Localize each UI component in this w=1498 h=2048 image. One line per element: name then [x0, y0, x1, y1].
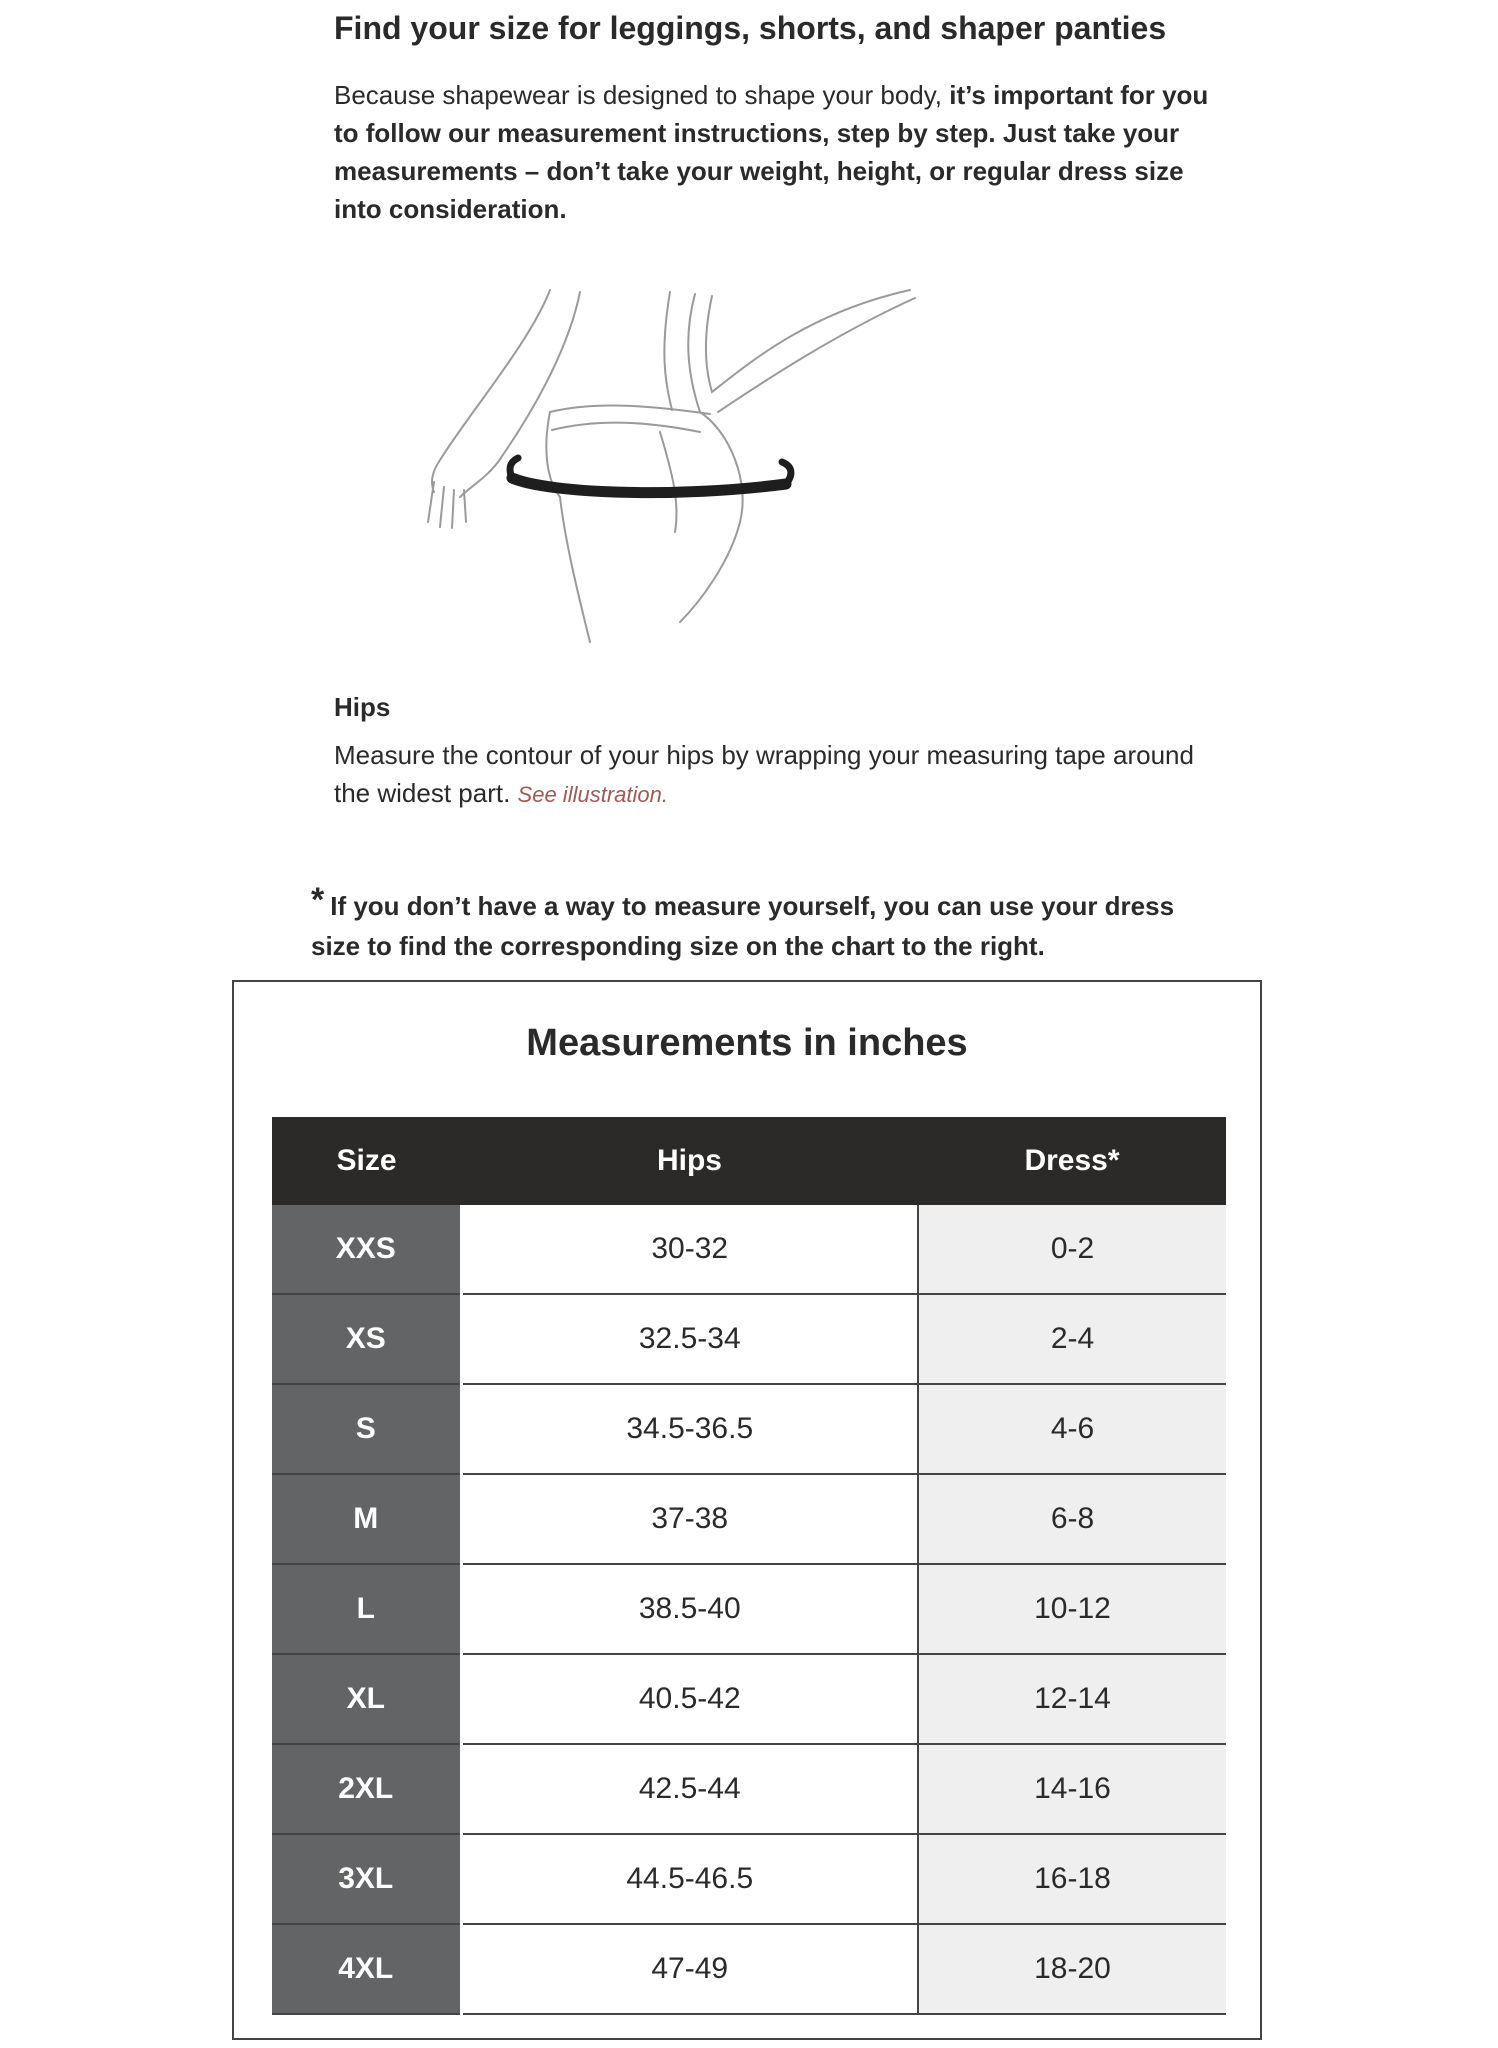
measuring-tape	[512, 478, 786, 493]
buttock-crease	[660, 432, 677, 532]
dress-cell: 18-20	[918, 1924, 1226, 2014]
dress-cell: 12-14	[918, 1654, 1226, 1744]
size-cell: S	[272, 1384, 461, 1474]
torso-line	[664, 292, 672, 410]
header-dress: Dress*	[918, 1117, 1226, 1205]
size-cell: XS	[272, 1294, 461, 1384]
hips-cell: 40.5-42	[461, 1654, 918, 1744]
waistband-line	[550, 406, 710, 414]
right-arm-lower	[718, 298, 915, 412]
table-row	[272, 1474, 1226, 1564]
hips-cell: 37-38	[461, 1474, 918, 1564]
hips-cell: 47-49	[461, 1924, 918, 2014]
dress-cell: 0-2	[918, 1205, 1226, 1294]
size-cell: XL	[272, 1654, 461, 1744]
size-cell: M	[272, 1474, 461, 1564]
size-cell: 3XL	[272, 1834, 461, 1924]
table-row	[272, 1924, 1226, 2014]
dress-size-note	[311, 880, 1211, 966]
left-arm-line	[432, 290, 550, 492]
table-row	[272, 1205, 1226, 1294]
torso-line-2	[688, 294, 700, 412]
hips-title: Hips	[334, 692, 391, 722]
dress-cell: 14-16	[918, 1744, 1226, 1834]
note-text: If you don’t have a way to measure yourself, you can use your dress size to find the corresponding size on the chart to the right.	[311, 891, 1175, 961]
size-chart	[232, 980, 1262, 2040]
hips-cell: 42.5-44	[461, 1744, 918, 1834]
left-arm-line-inner	[460, 292, 580, 497]
header-hips: Hips	[461, 1117, 918, 1205]
leg-line	[560, 497, 590, 642]
see-illustration-link[interactable]: See illustration.	[517, 782, 668, 807]
page-heading: Find your size for leggings, shorts, and shaper panties	[334, 10, 1167, 46]
dress-cell: 2-4	[918, 1294, 1226, 1384]
hips-cell: 30-32	[461, 1205, 918, 1294]
hips-cell: 38.5-40	[461, 1564, 918, 1654]
table-row	[272, 1384, 1226, 1474]
hips-cell: 44.5-46.5	[461, 1834, 918, 1924]
dress-cell: 10-12	[918, 1564, 1226, 1654]
header-size: Size	[272, 1117, 461, 1205]
intro-text: Because shapewear is designed to shape your body,	[334, 80, 950, 110]
hips-measurement-illustration	[410, 282, 930, 652]
chart-title: Measurements in inches	[526, 1022, 968, 1064]
hips-cell: 34.5-36.5	[461, 1384, 918, 1474]
hips-description	[334, 736, 1194, 814]
note-asterisk: *	[311, 881, 325, 919]
dress-cell: 4-6	[918, 1384, 1226, 1474]
hips-cell: 32.5-34	[461, 1294, 918, 1384]
left-hand-fingers	[428, 482, 466, 528]
right-arm-upper	[706, 290, 910, 392]
table-row	[272, 1834, 1226, 1924]
table-row	[272, 1654, 1226, 1744]
waistband-line-2	[552, 423, 700, 432]
intro-bold-text: it’s important for you to follow our measurement instructions, step by step. Just take your measurements – don’t take your weight, height, or regular dress size into consideration.	[334, 80, 1209, 224]
table-row	[272, 1744, 1226, 1834]
size-cell: 2XL	[272, 1744, 461, 1834]
right-buttock-line	[680, 412, 743, 622]
table-header-row	[272, 1117, 1226, 1205]
table-row	[272, 1564, 1226, 1654]
size-table	[272, 1117, 1226, 2015]
dress-cell: 16-18	[918, 1834, 1226, 1924]
table-row	[272, 1294, 1226, 1384]
size-cell: L	[272, 1564, 461, 1654]
dress-cell: 6-8	[918, 1474, 1226, 1564]
intro-paragraph	[334, 76, 1214, 228]
hips-description-text: Measure the contour of your hips by wrapping your measuring tape around the widest part.	[334, 740, 1194, 808]
size-cell: XXS	[272, 1205, 461, 1294]
size-cell: 4XL	[272, 1924, 461, 2014]
